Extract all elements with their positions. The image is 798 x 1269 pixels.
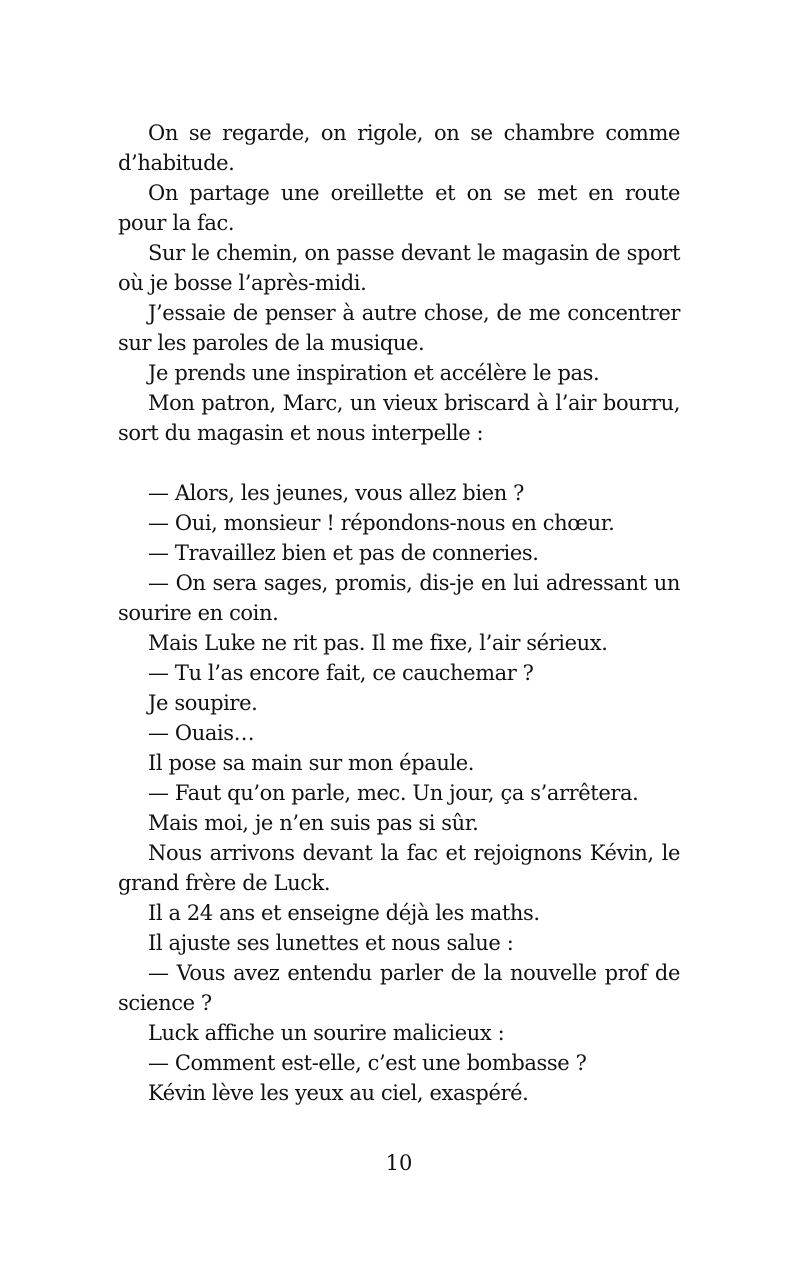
- page-number: 10: [385, 1151, 413, 1175]
- paragraph: On se regarde, on rigole, on se chambre comme d’habitude.: [118, 121, 680, 175]
- paragraph: Mais Luke ne rit pas. Il me fixe, l’air sérieux.: [148, 631, 608, 655]
- paragraph: J’essaie de penser à autre chose, de me concentrer sur les paroles de la musique.: [118, 301, 680, 355]
- dialogue-line: — Oui, monsieur ! répondons-nous en chœur.: [148, 511, 615, 535]
- dialogue-line: — Ouais…: [148, 721, 255, 745]
- paragraph: Kévin lève les yeux au ciel, exaspéré.: [148, 1081, 529, 1105]
- paragraph: Je prends une inspiration et accélère le pas.: [148, 361, 600, 385]
- paragraph: Il pose sa main sur mon épaule.: [148, 751, 475, 775]
- paragraph-gap: [118, 448, 680, 478]
- dialogue-line: — Travaillez bien et pas de conneries.: [148, 541, 539, 565]
- paragraph: Luck affiche un sourire malicieux :: [148, 1021, 505, 1045]
- paragraph: Sur le chemin, on passe devant le magasin de sport où je bosse l’après-midi.: [118, 241, 680, 295]
- dialogue-line: — Alors, les jeunes, vous allez bien ?: [148, 481, 524, 505]
- paragraph: Mon patron, Marc, un vieux briscard à l’air bourru, sort du magasin et nous interpelle :: [118, 391, 680, 445]
- paragraph: Je soupire.: [148, 691, 258, 715]
- dialogue-line: — Vous avez entendu parler de la nouvelle prof de science ?: [118, 961, 680, 1015]
- dialogue-line: — Faut qu’on parle, mec. Un jour, ça s’arrêtera.: [148, 781, 639, 805]
- dialogue-line: — Comment est-elle, c’est une bombasse ?: [148, 1051, 587, 1075]
- paragraph: Nous arrivons devant la fac et rejoignons Kévin, le grand frère de Luck.: [118, 841, 680, 895]
- body-text: [118, 118, 680, 1108]
- dialogue-line: — Tu l’as encore fait, ce cauchemar ?: [148, 661, 534, 685]
- paragraph: Il ajuste ses lunettes et nous salue :: [148, 931, 514, 955]
- paragraph: Mais moi, je n’en suis pas si sûr.: [148, 811, 479, 835]
- paragraph: On partage une oreillette et on se met en route pour la fac.: [118, 181, 680, 235]
- paragraph: Il a 24 ans et enseigne déjà les maths.: [148, 901, 540, 925]
- dialogue-line: — On sera sages, promis, dis-je en lui adressant un sourire en coin.: [118, 571, 680, 625]
